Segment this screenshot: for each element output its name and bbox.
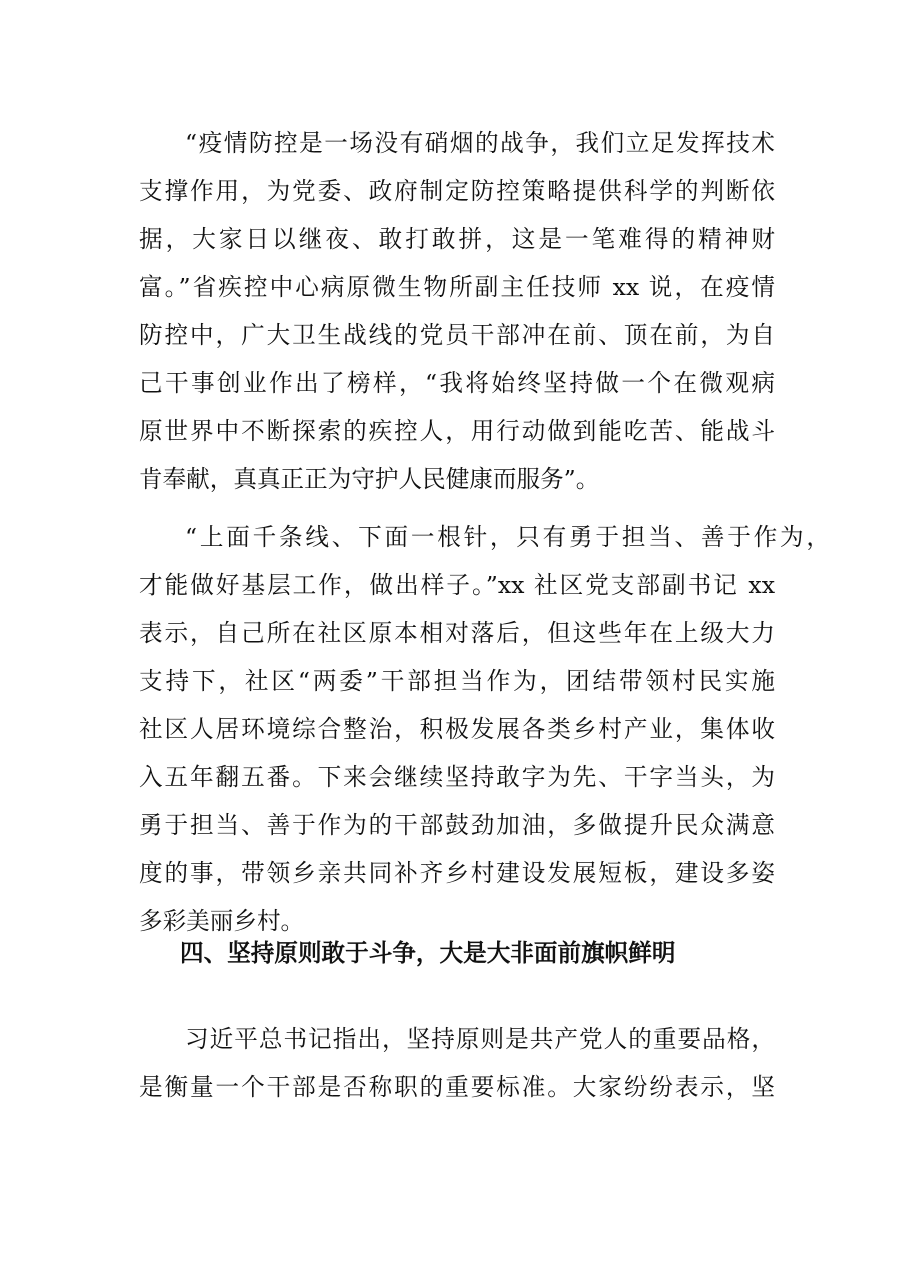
paragraph-2-line-6: 入五年翻五番。下来会继续坚持敢字为先、干字当头，为 (139, 763, 775, 791)
paragraph-2-line-7: 勇于担当、善于作为的干部鼓劲加油，多做提升民众满意 (139, 811, 775, 839)
section-heading: 四、坚持原则敢于斗争，大是大非面前旗帜鲜明 (180, 939, 676, 967)
paragraph-1-line-6: 己干事创业作出了榜样，“我将始终坚持做一个在微观病 (139, 369, 775, 397)
paragraph-2-line-1: “上面千条线、下面一根针，只有勇于担当、善于作为， (185, 523, 830, 551)
paragraph-2-line-2: 才能做好基层工作，做出样子。”xx 社区党支部副书记 xx (139, 571, 775, 599)
paragraph-3-line-2: 是衡量一个干部是否称职的重要标准。大家纷纷表示，坚 (139, 1073, 775, 1101)
paragraph-1-line-3: 据，大家日以继夜、敢打敢拼，这是一笔难得的精神财 (139, 225, 775, 253)
paragraph-1-line-1: “疫情防控是一场没有硝烟的战争，我们立足发挥技术 (185, 129, 775, 157)
paragraph-2-line-4: 支持下，社区“两委”干部担当作为，团结带领村民实施 (139, 667, 775, 695)
paragraph-2-line-8: 度的事，带领乡亲共同补齐乡村建设发展短板，建设多姿 (139, 859, 775, 887)
paragraph-1-line-5: 防控中，广大卫生战线的党员干部冲在前、顶在前，为自 (139, 321, 775, 349)
paragraph-1-line-4: 富。”省疾控中心病原微生物所副主任技师 xx 说，在疫情 (139, 273, 775, 301)
paragraph-1-line-7: 原世界中不断探索的疾控人，用行动做到能吃苦、能战斗 (139, 417, 775, 445)
paragraph-2-line-9: 多彩美丽乡村。 (139, 907, 305, 935)
paragraph-1-line-8: 肯奉献，真真正正为守护人民健康而服务”。 (139, 465, 600, 493)
paragraph-2-line-3: 表示，自己所在社区原本相对落后，但这些年在上级大力 (139, 619, 775, 647)
paragraph-3-line-1: 习近平总书记指出，坚持原则是共产党人的重要品格， (185, 1025, 775, 1053)
paragraph-1-line-2: 支撑作用，为党委、政府制定防控策略提供科学的判断依 (139, 177, 775, 205)
paragraph-2-line-5: 社区人居环境综合整治，积极发展各类乡村产业，集体收 (139, 715, 775, 743)
